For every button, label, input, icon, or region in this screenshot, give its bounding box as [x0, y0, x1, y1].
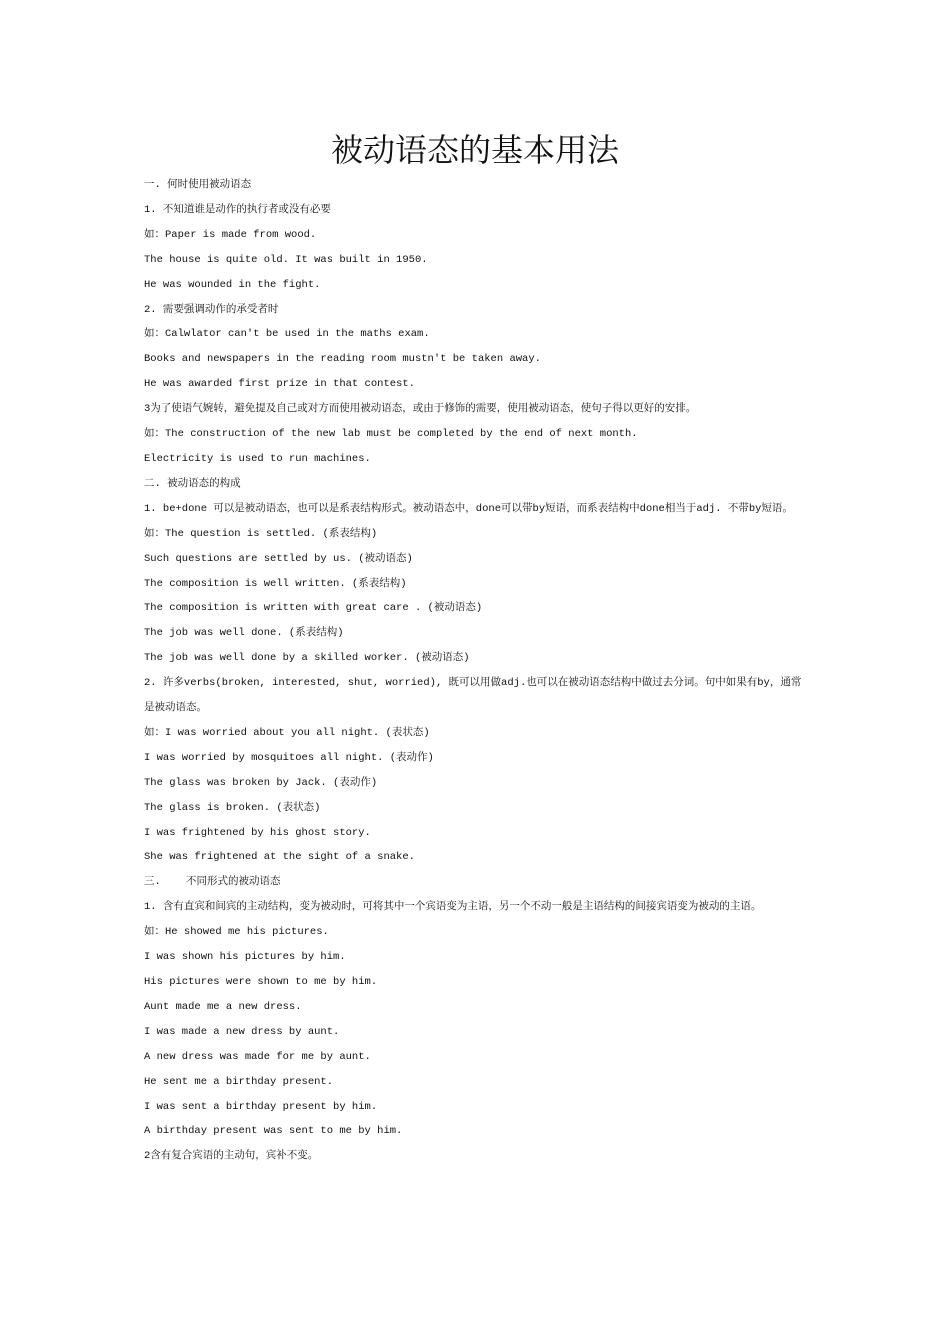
section-heading: 三. 不同形式的被动语态	[144, 876, 281, 889]
example-line: The job was well done by a skilled worker. (被动语态)	[144, 652, 470, 665]
example-line: I was frightened by his ghost story.	[144, 826, 371, 839]
example-line: He was wounded in the fight.	[144, 278, 321, 291]
example-line: Electricity is used to run machines.	[144, 452, 371, 465]
example-line: 如：Calwlator can't be used in the maths exam.	[144, 328, 430, 341]
point-heading: 2. 需要强调动作的承受者时	[144, 303, 279, 316]
example-line: A new dress was made for me by aunt.	[144, 1050, 371, 1063]
point-heading: 1. be+done 可以是被动语态，也可以是系表结构形式。被动语态中，done可以带by短语，而系表结构中done相当于adj. 不带by短语。	[144, 502, 793, 515]
example-line: Such questions are settled by us. (被动语态)	[144, 552, 413, 565]
example-line: A birthday present was sent to me by him.	[144, 1125, 403, 1138]
example-line: 如：Paper is made from wood.	[144, 228, 317, 241]
section-heading: 二. 被动语态的构成	[144, 477, 241, 490]
example-line: The glass was broken by Jack. (表动作)	[144, 776, 378, 789]
example-line: 如：The question is settled. (系表结构)	[144, 527, 378, 540]
example-line: The job was well done. (系表结构)	[144, 627, 344, 640]
example-line: 如：He showed me his pictures.	[144, 926, 329, 939]
example-line: Books and newspapers in the reading room mustn't be taken away.	[144, 353, 541, 366]
example-line: I was shown his pictures by him.	[144, 951, 346, 964]
example-line: I was sent a birthday present by him.	[144, 1100, 378, 1113]
example-line: 如：I was worried about you all night. (表状态)	[144, 726, 430, 739]
example-line: The composition is well written. (系表结构)	[144, 577, 407, 590]
example-line: 如：The construction of the new lab must be completed by the end of next month.	[144, 428, 638, 441]
example-line: The glass is broken. (表状态)	[144, 801, 321, 814]
example-line: He sent me a birthday present.	[144, 1075, 334, 1088]
document-body	[144, 173, 810, 1169]
example-line: I was worried by mosquitoes all night. (表动作)	[144, 751, 434, 764]
point-heading: 1. 不知道谁是动作的执行者或没有必要	[144, 203, 331, 216]
section-heading: 一. 何时使用被动语态	[144, 179, 252, 191]
point-heading: 2. 许多verbs(broken, interested, shut, worried), 既可以用做adj.也可以在被动语态结构中做过去分词。句中如果有by，通常是被动语态。	[144, 677, 802, 715]
example-line: He was awarded first prize in that contest.	[144, 378, 415, 391]
example-line: I was made a new dress by aunt.	[144, 1025, 340, 1038]
point-heading: 2含有复合宾语的主动句，宾补不变。	[144, 1150, 319, 1163]
example-line: The composition is written with great care . (被动语态)	[144, 602, 483, 615]
document-title: 被动语态的基本用法	[330, 131, 619, 169]
point-heading: 3为了使语气婉转，避免提及自己或对方而使用被动语态，或由于修饰的需要，使用被动语态，使句子得以更好的安排。	[144, 403, 697, 416]
point-heading: 1. 含有直宾和间宾的主动结构，变为被动时，可将其中一个宾语变为主语，另一个不动一般是主语结构的间接宾语变为被动的主语。	[144, 901, 762, 914]
example-line: Aunt made me a new dress.	[144, 1000, 302, 1013]
example-line: She was frightened at the sight of a snake.	[144, 851, 415, 864]
example-line: The house is quite old. It was built in 1950.	[144, 253, 428, 266]
example-line: His pictures were shown to me by him.	[144, 976, 378, 988]
